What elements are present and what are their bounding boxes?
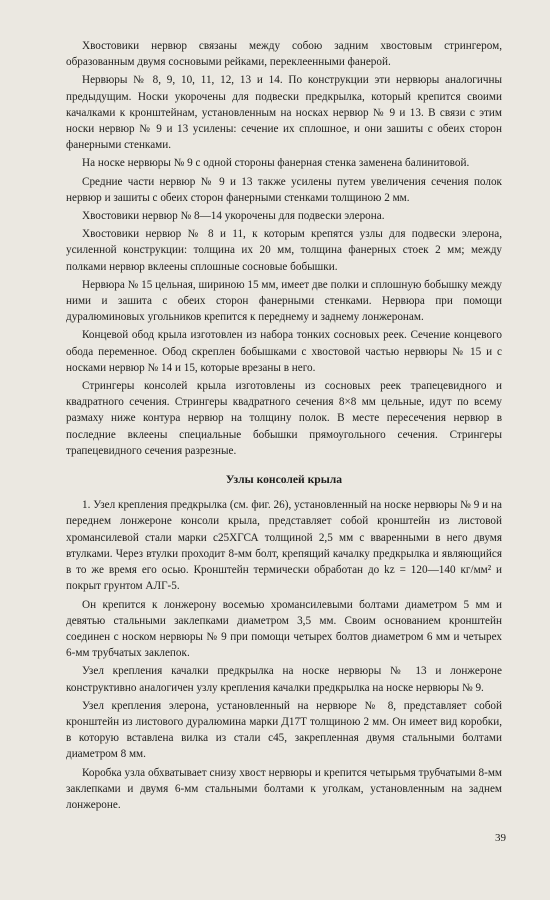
paragraph: Он крепится к лонжерону восемью хромансилевыми болтами диаметром 5 мм и девятью стальными заклепками диаметром 3,5 мм. Своим основанием кронштейн соединен с носком нервюры № 9 при помощи четырех болтов диаметром 6 мм и четырех 6-мм трубчатых заклепок. [66,598,502,660]
paragraph: На носке нервюры № 9 с одной стороны фанерная стенка заменена балинитовой. [82,157,470,170]
paragraph: Узел крепления элерона, установленный на нервюре № 8, представляет собой кронштейн из листового дуралюмина марки Д17Т толщиною 2 мм. Он имеет вид коробки, в которую вставлена вилка из стали с45, закрепленная двумя стальными болтами диаметром 8 мм. [66,699,502,761]
page-number: 39 [495,832,506,844]
paragraph: Средние части нервюр № 9 и 13 также усилены путем увеличения сечения полок нервюр и зашиты с обеих сторон фанерными стенками толщиною 2 мм. [66,175,502,204]
paragraph: Нервюры № 8, 9, 10, 11, 12, 13 и 14. По конструкции эти нервюры аналогичны предыдущим. Носки укорочены для подвески предкрылка, который крепится своими качалками к кронштейнам, установленным на носках нервюр № 9 и 13. В связи с этим носки нервюр № 9 и 13 усилены: сечение их сплошное, и они зашиты с обеих сторон фанерными стенками. [66,74,502,152]
paragraph: Хвостовики нервюр № 8 и 11, к которым крепятся узлы для подвески элерона, усиленной конструкции: толщина их 20 мм, толщина фанерных стоек 2 мм; между полками нервюр вклеены сплошные сосновые бобышки. [66,228,502,273]
paragraph: 1. Узел крепления предкрылка (см. фиг. 26), установленный на носке нервюры № 9 и на переднем лонжероне консоли крыла, представляет собой кронштейн из листовой хромансилевой стали марки с25ХГСА толщиной 2,5 мм с вваренными в него двумя втулками. Через втулки проходит 8-мм болт, крепящий качалку предкрылка и являющийся в то же время его осью. Кронштейн термически обработан до kz = 120—140 кг/мм² и покрыт грунтом АЛГ-5. [66,499,502,593]
paragraph: Нервюра № 15 цельная, шириною 15 мм, имеет две полки и сплошную бобышку между ними и зашита с обеих сторон фанерными стенками. Нервюра при помощи дуралюминовых угольников крепится к переднему и заднему лонжеронам. [66,278,502,324]
page-body [66,38,502,815]
section-heading: Узлы консолей крыла [225,473,343,487]
paragraph: Узел крепления качалки предкрылка на носке нервюры № 13 и лонжероне конструктивно аналогичен узлу крепления качалки предкрылка на носке нервюры № 9. [66,665,502,694]
paragraph: Концевой обод крыла изготовлен из набора тонких сосновых реек. Сечение концевого обода переменное. Обод скреплен бобышками с хвостовой частью нервюры № 15 и с носками нервюр № 14 и 15, которые врезаны в него. [66,329,502,374]
paragraph: Стрингеры консолей крыла изготовлены из сосновых реек трапецевидного и квадратного сечения. Стрингеры квадратного сечения 8×8 мм цельные, идут по всему размаху ниже контура нервюр на толщину полок. В месте пересечения нервюр в последние вклеены специальные бобышки прямоугольного сечения. Стрингеры трапецевидного сечения разрезные. [66,380,502,457]
paragraph: Хвостовики нервюр связаны между собою задним хвостовым стрингером, образованным двумя сосновыми рейками, переклеенными фанерой. [66,40,502,69]
paragraph: Коробка узла обхватывает снизу хвост нервюры и крепится четырьмя трубчатыми 8-мм заклепками и двумя 6-мм стальными болтами к уголкам, установленным на заднем лонжероне. [66,766,502,811]
paragraph: Хвостовики нервюр № 8—14 укорочены для подвески элерона. [82,210,385,223]
